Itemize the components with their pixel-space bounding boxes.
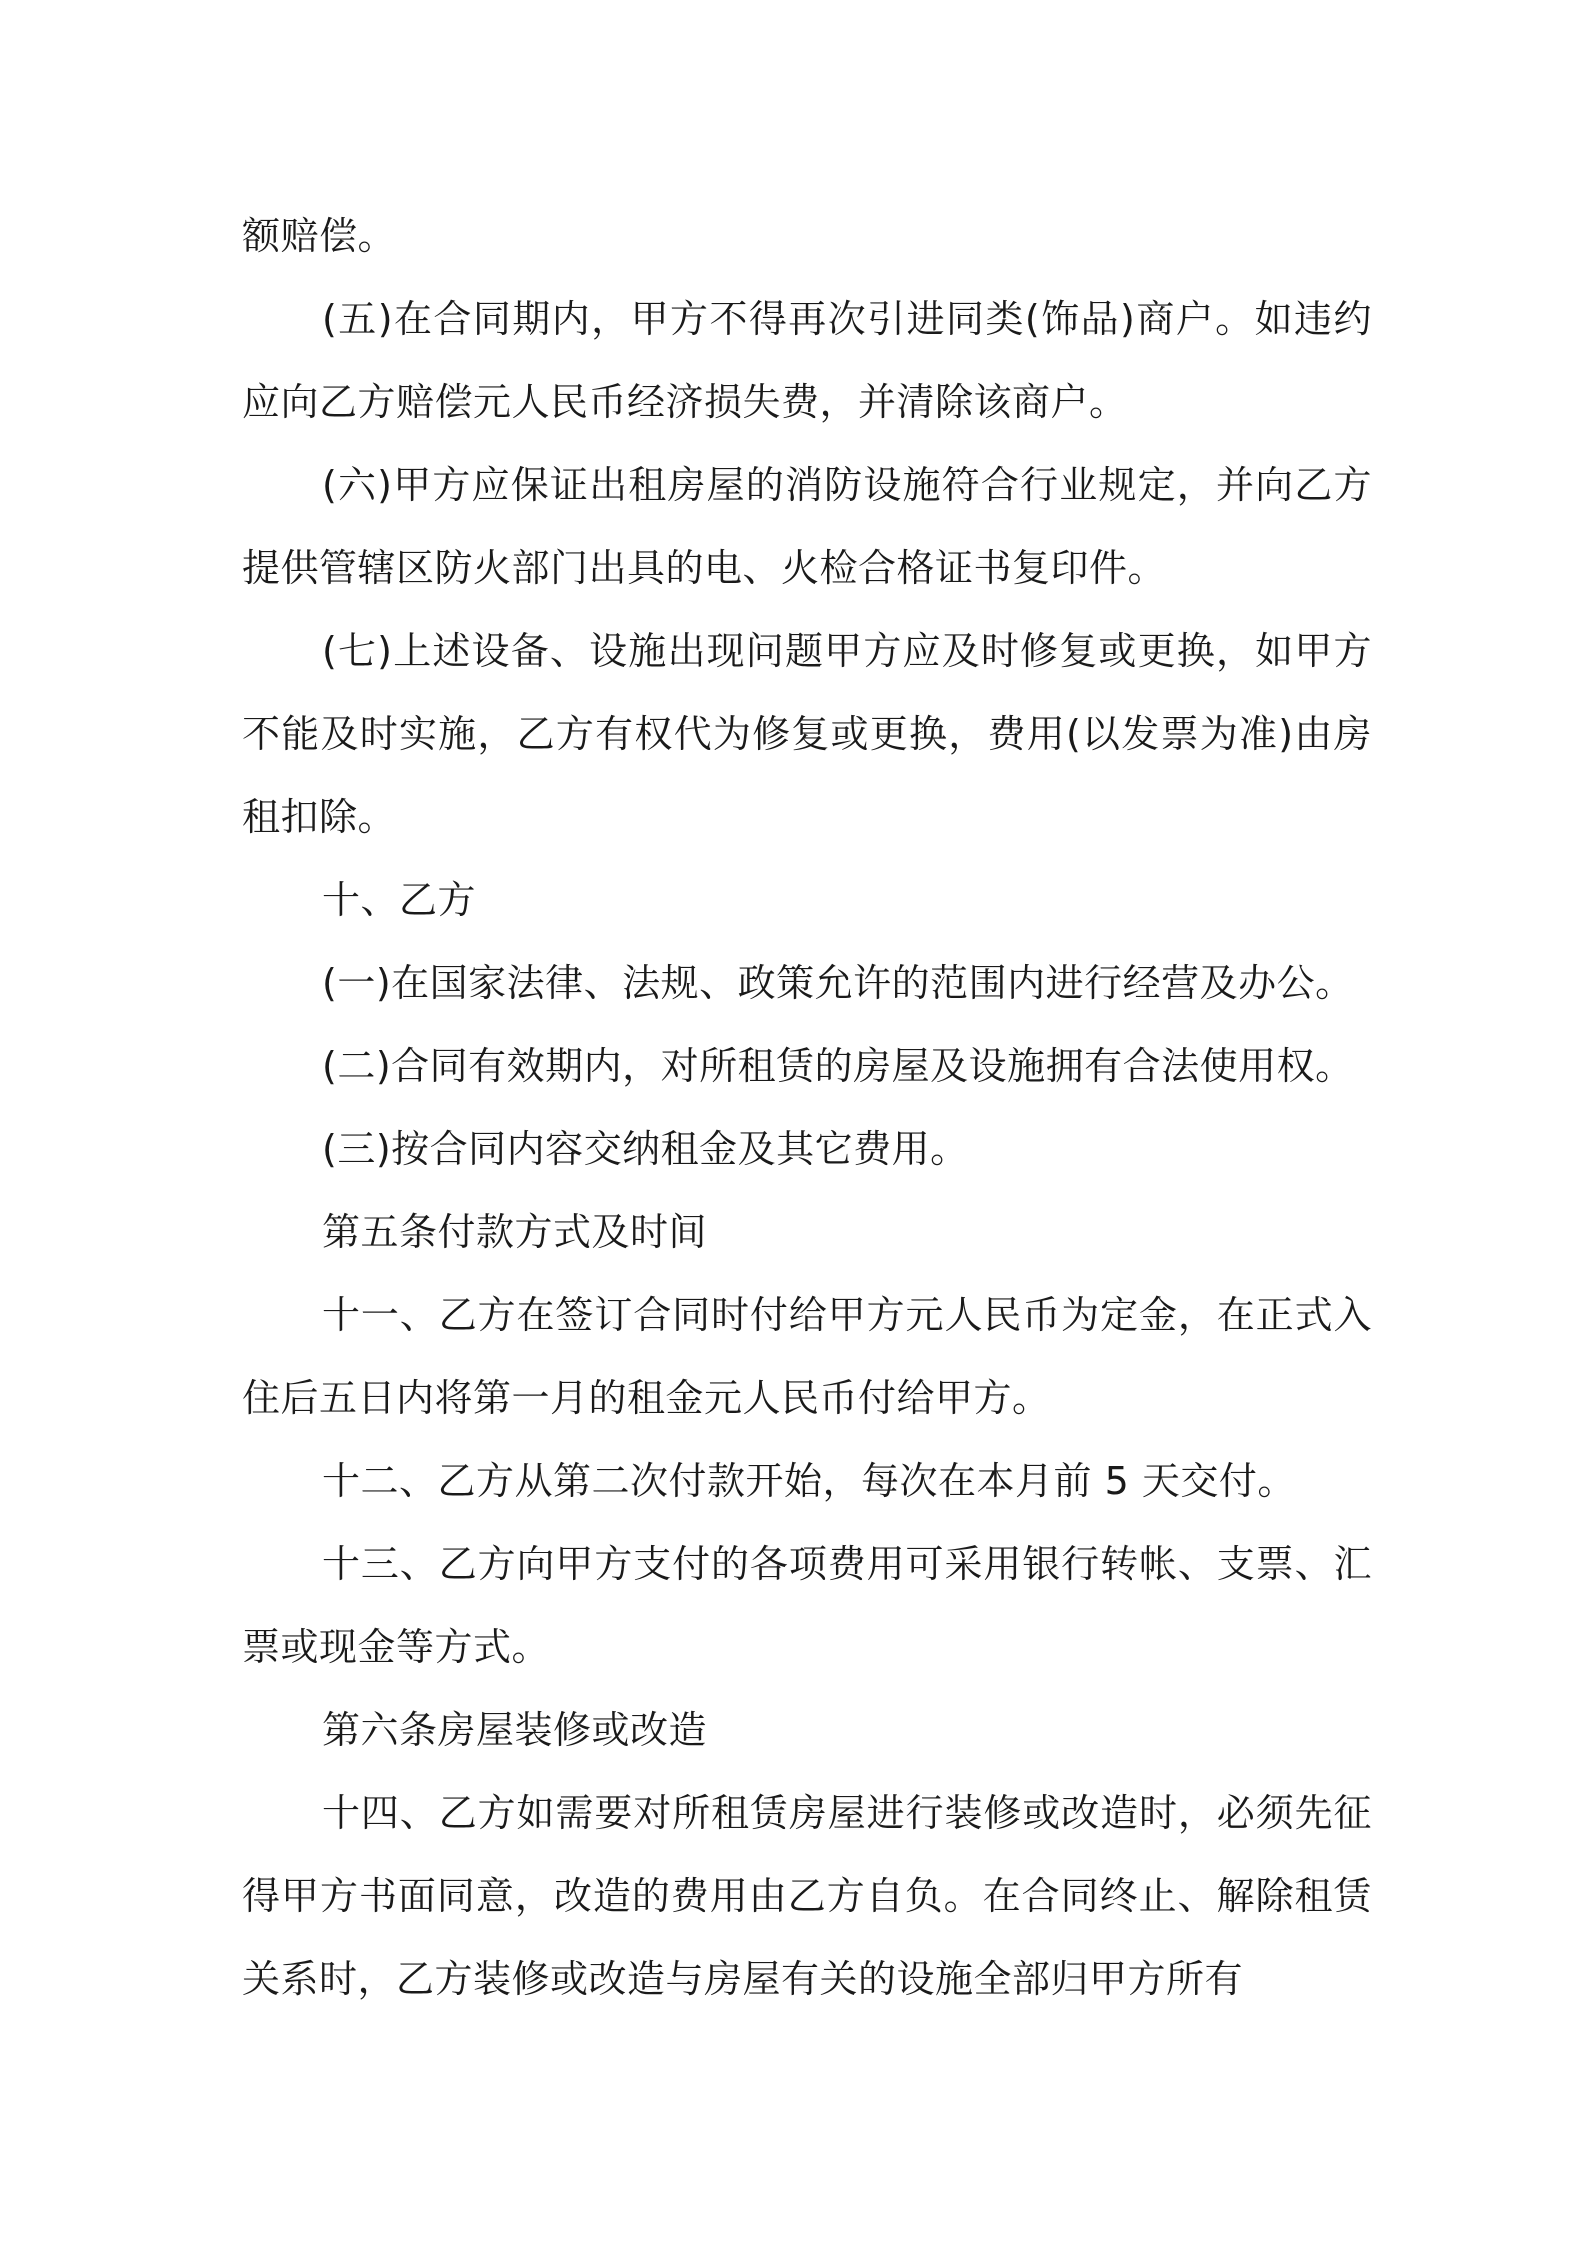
- paragraph-clause-6: (六)甲方应保证出租房屋的消防设施符合行业规定，并向乙方提供管辖区防火部门出具的电、火检合格证书复印件。: [242, 463, 1372, 590]
- paragraph-party-b-2: (二)合同有效期内，对所租赁的房屋及设施拥有合法使用权。: [322, 1044, 1354, 1088]
- paragraph-item-14: 十四、乙方如需要对所租赁房屋进行装修或改造时，必须先征得甲方书面同意，改造的费用由乙方自负。在合同终止、解除租赁关系时，乙方装修或改造与房屋有关的设施全部归甲方所有: [242, 1791, 1372, 2001]
- article-heading-renovation: 第六条房屋装修或改造: [322, 1708, 708, 1752]
- article-heading-payment: 第五条付款方式及时间: [322, 1210, 708, 1254]
- section-heading-party-b: 十、乙方: [322, 878, 477, 922]
- paragraph-item-11: 十一、乙方在签订合同时付给甲方元人民币为定金，在正式入住后五日内将第一月的租金元人民币付给甲方。: [242, 1293, 1372, 1420]
- document-body: [242, 195, 1372, 2021]
- paragraph-party-b-3: (三)按合同内容交纳租金及其它费用。: [322, 1127, 969, 1171]
- paragraph-party-b-1: (一)在国家法律、法规、政策允许的范围内进行经营及办公。: [322, 961, 1354, 1005]
- paragraph-clause-7: (七)上述设备、设施出现问题甲方应及时修复或更换，如甲方不能及时实施，乙方有权代为修复或更换，费用(以发票为准)由房租扣除。: [242, 629, 1372, 839]
- paragraph-clause-5: (五)在合同期内，甲方不得再次引进同类(饰品)商户。如违约应向乙方赔偿元人民币经济损失费，并清除该商户。: [242, 297, 1372, 424]
- paragraph-item-13: 十三、乙方向甲方支付的各项费用可采用银行转帐、支票、汇票或现金等方式。: [242, 1542, 1372, 1669]
- paragraph-item-12: 十二、乙方从第二次付款开始，每次在本月前 5 天交付。: [322, 1459, 1296, 1503]
- paragraph-compensation-end: 额赔偿。: [242, 214, 397, 258]
